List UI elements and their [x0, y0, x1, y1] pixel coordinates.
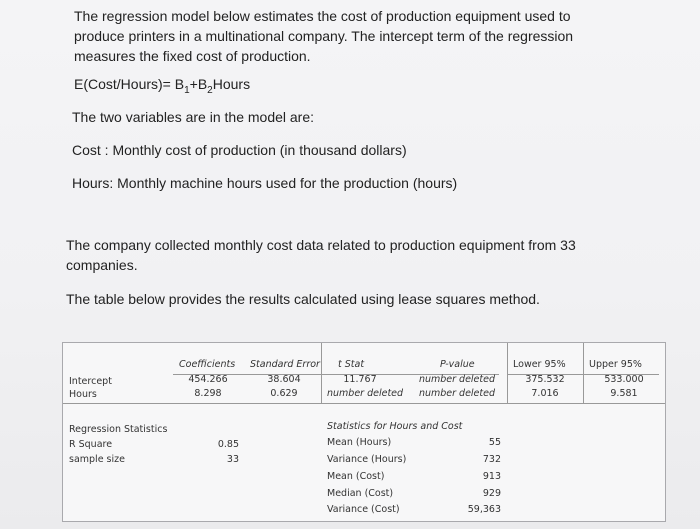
- model-sub-1: 1: [184, 84, 190, 96]
- table-section-divider: [63, 403, 665, 404]
- cell-hours-coef: 8.298: [194, 388, 222, 399]
- cell-hours-tstat: number deleted: [327, 388, 404, 399]
- row-label-intercept: Intercept: [69, 376, 112, 387]
- row-label-hours: Hours: [69, 389, 97, 400]
- intro-line-1: The regression model below estimates the cost of production equipment used to: [74, 8, 571, 24]
- header-coefficients: Coefficients: [179, 359, 236, 370]
- cell-intercept-coef: 454.266: [188, 374, 228, 385]
- table-column-divider-2: [507, 343, 508, 403]
- stat-label-sample-size: sample size: [69, 454, 125, 465]
- variable-hours: Hours: Monthly machine hours used for the production (hours): [72, 175, 458, 191]
- hc-value-variance-cost: 59,363: [467, 504, 501, 515]
- model-lhs: E(Cost/Hours)= B: [74, 76, 185, 92]
- cell-intercept-tstat: 11.767: [343, 374, 377, 385]
- hc-label-mean-cost: Mean (Cost): [327, 471, 385, 482]
- cell-hours-pvalue: number deleted: [418, 388, 495, 399]
- collected-line-2: companies.: [66, 257, 138, 273]
- table-column-divider-3: [583, 343, 584, 403]
- cell-intercept-lower: 375.532: [525, 374, 565, 385]
- intro-line-2: produce printers in a multinational company. The intercept term of the regression: [74, 28, 574, 44]
- cell-hours-lower: 7.016: [531, 388, 559, 399]
- cell-hours-upper: 9.581: [610, 388, 638, 399]
- model-plus: +B: [189, 76, 208, 92]
- variable-cost: Cost : Monthly cost of production (in thousand dollars): [72, 142, 407, 158]
- hc-label-mean-hours: Mean (Hours): [327, 437, 392, 448]
- regression-statistics-title: Regression Statistics: [69, 424, 168, 435]
- header-t-stat: t Stat: [338, 359, 365, 370]
- header-standard-error: Standard Error: [250, 359, 320, 370]
- cell-intercept-se: 38.604: [267, 374, 301, 385]
- cell-hours-se: 0.629: [270, 388, 298, 399]
- hc-value-variance-hours: 732: [482, 454, 501, 465]
- header-upper-95: Upper 95%: [589, 359, 642, 370]
- hc-label-variance-hours: Variance (Hours): [327, 454, 407, 465]
- variables-intro: The two variables are in the model are:: [72, 109, 315, 125]
- model-equation: [74, 74, 250, 94]
- stat-value-r-square: 0.85: [217, 439, 239, 450]
- hc-value-mean-cost: 913: [482, 471, 501, 482]
- stat-value-sample-size: 33: [226, 454, 239, 465]
- model-sub-2: 2: [207, 84, 213, 96]
- cell-intercept-pvalue: number deleted: [418, 374, 495, 385]
- cell-intercept-upper: 533.000: [604, 374, 644, 385]
- hours-cost-stats-title: Statistics for Hours and Cost: [327, 421, 463, 432]
- header-lower-95: Lower 95%: [513, 359, 566, 370]
- header-p-value: P-value: [440, 359, 475, 370]
- intro-line-3: measures the fixed cost of production.: [74, 48, 311, 64]
- hc-label-variance-cost: Variance (Cost): [327, 504, 400, 515]
- hc-value-median-cost: 929: [482, 488, 501, 499]
- table-column-divider: [321, 343, 322, 403]
- model-rhs: Hours: [212, 76, 251, 92]
- table-intro: The table below provides the results calculated using lease squares method.: [66, 291, 540, 307]
- regression-output-table: [62, 342, 666, 522]
- hc-value-mean-hours: 55: [488, 437, 501, 448]
- collected-line-1: The company collected monthly cost data related to production equipment from 33: [66, 237, 576, 253]
- stat-label-r-square: R Square: [69, 439, 113, 450]
- hc-label-median-cost: Median (Cost): [327, 488, 394, 499]
